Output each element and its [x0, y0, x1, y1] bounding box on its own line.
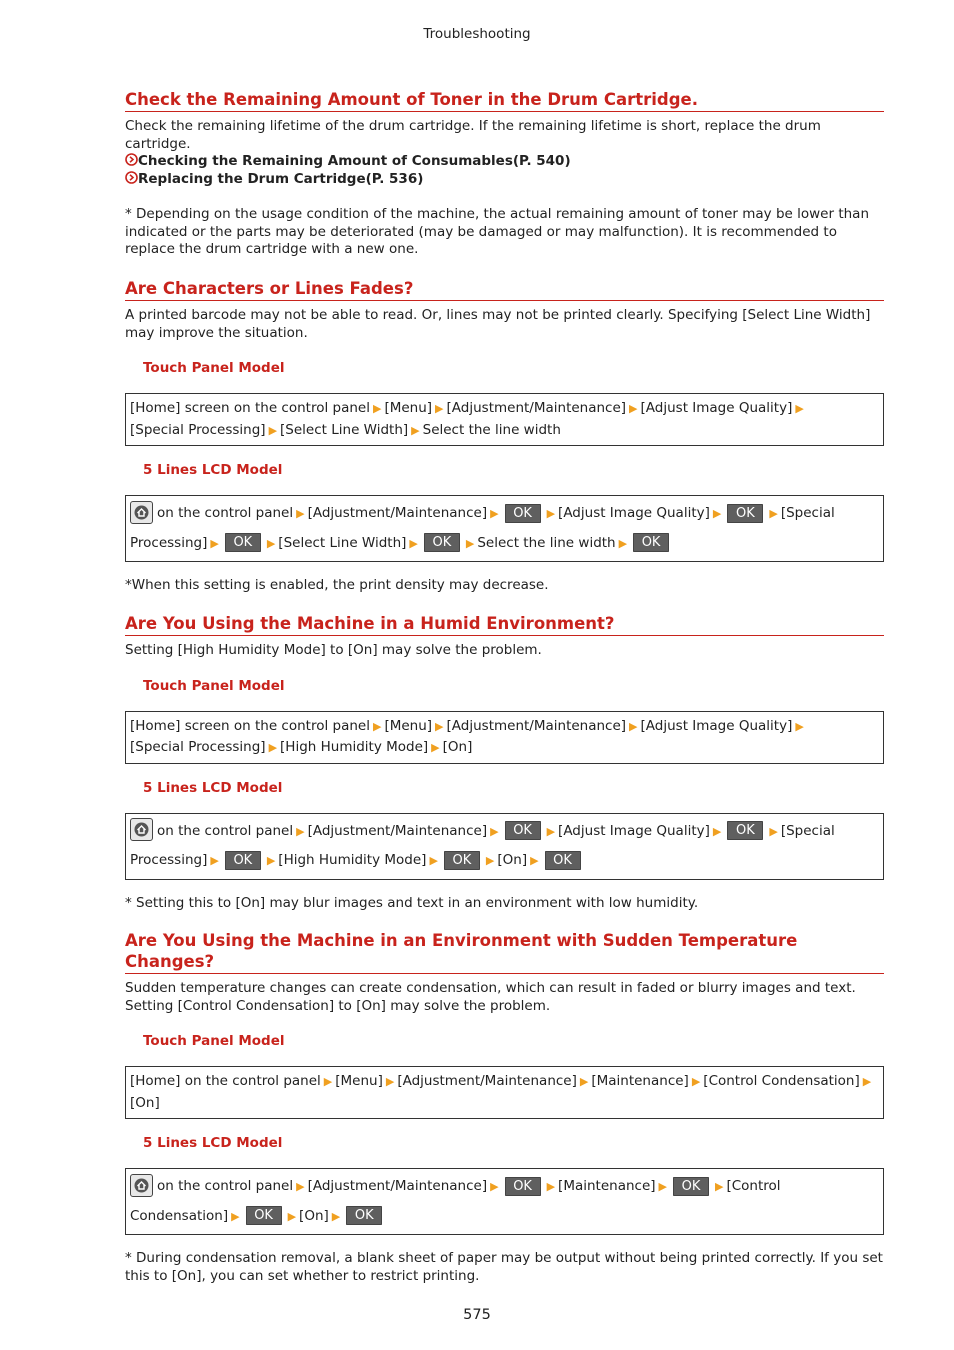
touch-panel-label: Touch Panel Model: [143, 1033, 285, 1049]
step: [Adjust Image Quality]: [640, 400, 793, 416]
arrow-icon: ▶: [546, 824, 556, 838]
home-key-icon: [130, 501, 153, 524]
page-number: 575: [463, 1307, 491, 1323]
arrow-icon: ▶: [210, 536, 219, 550]
arrow-icon: ▶: [546, 507, 556, 520]
step: [Adjust Image Quality]: [558, 822, 710, 839]
arrow-icon: ▶: [210, 854, 219, 867]
step: [Adjustment/Maintenance]: [307, 505, 488, 521]
arrow-icon: ▶: [268, 423, 278, 437]
ok-key-icon: OK: [633, 533, 669, 552]
ok-key-icon: OK: [444, 851, 480, 870]
touch-panel-label: Touch Panel Model: [143, 677, 285, 694]
arrow-icon: ▶: [712, 824, 722, 838]
arrow-icon: ▶: [411, 423, 420, 437]
step: [Maintenance]: [591, 1073, 689, 1089]
arrow-icon: ▶: [490, 824, 499, 838]
step: [Control Condensation]: [130, 1178, 781, 1224]
step: [Special Processing]: [130, 505, 835, 551]
section-intro: Sudden temperature changes can create condensation, which can result in faded or blurry images and text. Setting [Control Condensation] to [On] may solve the problem.: [125, 980, 856, 1014]
touch-panel-steps: [125, 1066, 884, 1119]
arrow-icon: ▶: [862, 1075, 872, 1088]
link-text[interactable]: Replacing the Drum Cartridge(P. 536): [138, 170, 424, 187]
step: on the control panel: [157, 1178, 294, 1194]
step: [On]: [442, 739, 473, 755]
link-replacing-drum[interactable]: [125, 171, 884, 189]
step: [High Humidity Mode]: [278, 852, 427, 868]
home-key-icon: [130, 1174, 153, 1197]
ok-key-icon: OK: [346, 1206, 382, 1225]
ok-key-icon: OK: [424, 533, 460, 552]
arrow-icon: ▶: [490, 507, 499, 520]
section-title: Are You Using the Machine in a Humid Environment?: [125, 613, 884, 636]
section-note: *When this setting is enabled, the print density may decrease.: [125, 577, 549, 593]
step: [Adjustment/Maintenance]: [446, 717, 627, 734]
arrow-icon: ▶: [231, 1209, 240, 1223]
touch-panel-steps: [125, 711, 884, 764]
arrow-icon: ▶: [296, 507, 305, 520]
step: [Adjustment/Maintenance]: [307, 822, 488, 839]
home-key-icon: [130, 818, 153, 841]
section-temperature-changes: [125, 930, 884, 1285]
step: on the control panel: [157, 822, 294, 839]
step: [Home] screen on the control panel: [130, 400, 370, 416]
ok-key-icon: OK: [225, 851, 261, 870]
arrow-icon: ▶: [769, 507, 778, 520]
arrow-icon: ▶: [769, 824, 778, 838]
step: [Menu]: [384, 400, 433, 416]
arrow-icon: ▶: [691, 1075, 701, 1088]
arrow-icon: ▶: [435, 402, 444, 415]
step: [Special Processing]: [130, 421, 266, 438]
section-note: * Depending on the usage condition of the machine, the actual remaining amount of toner may be lower than indicated or the parts may be deteriorated (may be damaged or may malfunction). It is recommended to replace the drum cartridge with a new one.: [125, 206, 869, 257]
section-title: Are Characters or Lines Fades?: [125, 278, 884, 301]
lcd-model-steps: [125, 813, 884, 880]
step: [High Humidity Mode]: [280, 739, 429, 755]
step: [Home] on the control panel: [130, 1073, 321, 1089]
section-note: * During condensation removal, a blank sheet of paper may be output without being printed correctly. If you set this to [On], you can set whether to restrict printing.: [125, 1250, 883, 1284]
link-text[interactable]: Checking the Remaining Amount of Consumables(P. 540): [138, 153, 571, 169]
arrow-icon: ▶: [409, 536, 418, 550]
arrow-icon: ▶: [629, 719, 638, 733]
arrow-icon: ▶: [618, 536, 628, 550]
ok-key-icon: OK: [545, 851, 581, 870]
ok-key-icon: OK: [246, 1206, 282, 1225]
ok-key-icon: OK: [727, 504, 763, 523]
section-title: Check the Remaining Amount of Toner in the Drum Cartridge.: [125, 89, 884, 112]
page-header: Troubleshooting: [423, 26, 531, 42]
step: [Menu]: [335, 1073, 383, 1089]
step: Select the line width: [422, 421, 561, 438]
lcd-model-label: 5 Lines LCD Model: [143, 462, 283, 478]
arrow-icon: ▶: [715, 1180, 724, 1193]
ok-key-icon: OK: [505, 821, 541, 840]
arrow-icon: ▶: [546, 1180, 556, 1193]
arrow-icon: ▶: [372, 719, 382, 733]
arrow-icon: ▶: [431, 741, 440, 754]
arrow-icon: ▶: [296, 824, 305, 838]
lcd-model-steps: [125, 495, 884, 562]
step: [Adjustment/Maintenance]: [397, 1073, 577, 1089]
arrow-icon: ▶: [385, 1075, 395, 1088]
section-title: Are You Using the Machine in an Environment with Sudden Temperature Changes?: [125, 930, 884, 974]
step: [Adjust Image Quality]: [640, 717, 793, 734]
arrow-icon: ▶: [712, 507, 722, 520]
section-intro: Setting [High Humidity Mode] to [On] may solve the problem.: [125, 642, 542, 658]
step: [Special Processing]: [130, 822, 835, 868]
step: [Special Processing]: [130, 739, 266, 755]
step: [Control Condensation]: [703, 1073, 860, 1089]
step: [Adjust Image Quality]: [558, 505, 710, 521]
ok-key-icon: OK: [673, 1177, 709, 1196]
lcd-model-label: 5 Lines LCD Model: [143, 1135, 283, 1151]
lcd-model-steps: [125, 1168, 884, 1235]
section-intro: A printed barcode may not be able to read. Or, lines may not be printed clearly. Specifying [Select Line Width] may improve the situation.: [125, 307, 871, 341]
arrow-icon: ▶: [323, 1075, 333, 1088]
lcd-model-label: 5 Lines LCD Model: [143, 779, 283, 796]
section-drum-toner: [125, 89, 884, 259]
arrow-icon: ▶: [795, 402, 804, 415]
arrow-icon: ▶: [658, 1180, 667, 1193]
arrow-icon: ▶: [266, 854, 276, 867]
step: [On]: [130, 1094, 160, 1111]
section-intro: Check the remaining lifetime of the drum cartridge. If the remaining lifetime is short, replace the drum cartridge.: [125, 118, 821, 152]
touch-panel-label: Touch Panel Model: [143, 360, 285, 376]
touch-panel-steps: [125, 393, 884, 446]
step: Select the line width: [477, 534, 616, 551]
arrow-icon: ▶: [429, 854, 438, 867]
arrow-icon: ▶: [435, 719, 444, 733]
arrow-icon: ▶: [579, 1075, 589, 1088]
step: [Adjustment/Maintenance]: [446, 400, 627, 416]
arrow-icon: ▶: [485, 854, 495, 867]
link-arrow-icon: [125, 171, 138, 184]
section-note: * Setting this to [On] may blur images and text in an environment with low humidity.: [125, 894, 699, 911]
link-arrow-icon: [125, 153, 138, 166]
step: [Select Line Width]: [280, 421, 409, 438]
ok-key-icon: OK: [505, 1177, 541, 1196]
step: [On]: [299, 1207, 329, 1224]
arrow-icon: ▶: [795, 719, 804, 733]
arrow-icon: ▶: [268, 741, 278, 754]
arrow-icon: ▶: [266, 536, 276, 550]
section-humid-environment: [125, 613, 884, 912]
arrow-icon: ▶: [629, 402, 638, 415]
step: [Maintenance]: [558, 1178, 656, 1194]
link-checking-consumables[interactable]: [125, 153, 884, 171]
step: [Select Line Width]: [278, 534, 407, 551]
ok-key-icon: OK: [505, 504, 541, 523]
section-lines-fade: [125, 278, 884, 595]
arrow-icon: ▶: [372, 402, 382, 415]
arrow-icon: ▶: [465, 536, 475, 550]
arrow-icon: ▶: [287, 1209, 297, 1223]
step: [On]: [497, 852, 528, 868]
arrow-icon: ▶: [296, 1180, 305, 1193]
step: [Menu]: [384, 717, 433, 734]
step: on the control panel: [157, 505, 294, 521]
arrow-icon: ▶: [331, 1209, 341, 1223]
ok-key-icon: OK: [225, 533, 261, 552]
step: [Home] screen on the control panel: [130, 717, 370, 734]
step: [Adjustment/Maintenance]: [307, 1178, 488, 1194]
arrow-icon: ▶: [490, 1180, 499, 1193]
arrow-icon: ▶: [530, 854, 539, 867]
ok-key-icon: OK: [727, 821, 763, 840]
